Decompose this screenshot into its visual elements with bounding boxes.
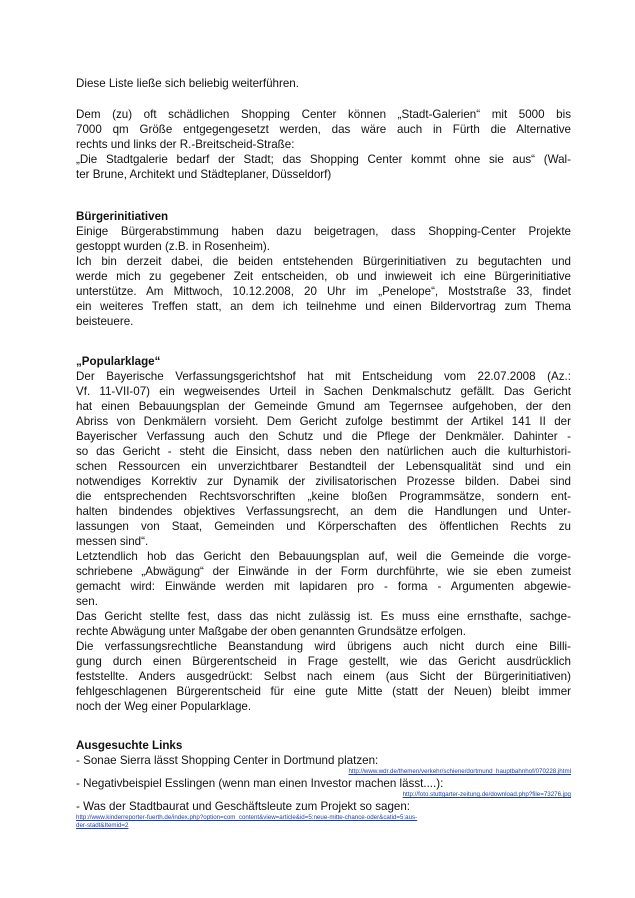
paragraph-line: 7000 qm Größe entgegengesetzt werden, das wäre auch in Fürth die Alternative: [76, 123, 571, 136]
paragraph-line: Der Bayerische Verfassungsgerichtshof hat mit Entscheidung vom 22.07.2008 (Az.:: [76, 370, 571, 383]
paragraph-line: die entsprechenden Rechtsvorschriften „keine bloßen Programmsätze, sondern ent-: [76, 490, 571, 503]
paragraph-line: hat einen Bebauungsplan der Gemeinde Gmund am Tegernsee aufgehoben, der den: [76, 400, 571, 413]
paragraph-line: Bayerischer Verfassung auch den Schutz und die Pflege der Denkmäler. Dahinter -: [76, 430, 571, 443]
link-description: - Sonae Sierra lässt Shopping Center in Dortmund platzen:: [76, 754, 379, 767]
link-description: - Was der Stadtbaurat und Geschäftsleute zum Projekt so sagen:: [76, 800, 411, 813]
buergerinitiativen-section: [76, 209, 571, 329]
paragraph-line: werde mich zu gegebener Zeit entscheiden, ob und inwieweit ich eine Bürgerinitiative: [76, 270, 571, 283]
galerie-paragraph: [76, 107, 571, 182]
paragraph-line: sen.: [76, 595, 98, 608]
section-heading: „Popularklage“: [76, 355, 161, 368]
paragraph-line: Dem (zu) oft schädlichen Shopping Center können „Stadt-Galerien“ mit 5000 bis: [76, 108, 571, 121]
link-description: - Negativbeispiel Esslingen (wenn man einen Investor machen lässt....):: [76, 777, 444, 790]
paragraph-line: noch der Weg einer Popularklage.: [76, 700, 252, 713]
paragraph-line: feststellte. Anders ausgedrückt: Selbst nach einem (aus Sicht der Bürgerinitiativen): [76, 670, 571, 683]
paragraph-line: schriebene „Abwägung“ der Einwände in der Form durchführte, wie sie eben zumeist: [76, 565, 571, 578]
paragraph-line: messen sind“.: [76, 535, 149, 548]
paragraph-line: gestoppt wurden (z.B. in Rosenheim).: [76, 240, 270, 253]
link-url-wdr[interactable]: http://www.wdr.de/themen/verkehr/schiene/dortmund_hauptbahnhof/070228.jhtml: [348, 768, 571, 775]
paragraph-line: ein weiteres Treffen statt, an dem ich teilnehme und einen Bildervortrag zum Thema: [76, 300, 571, 313]
quote-line: ter Brune, Architekt und Städteplaner, Düsseldorf): [76, 168, 332, 181]
paragraph-line: schen Ressourcen ein unverzichtbarer Bestandteil der Lebensqualität sind und ein: [76, 460, 571, 473]
paragraph-line: Das Gericht stellte fest, dass das nicht zulässig ist. Es muss eine ernsthafte, sachge-: [76, 610, 571, 623]
paragraph-line: gemacht wird: Einwände werden mit lapidaren pro - forma - Argumenten abgewie-: [76, 580, 571, 593]
paragraph-line: unterstütze. Am Mittwoch, 10.12.2008, 20 Uhr im „Penelope“, Moststraße 33, findet: [76, 285, 571, 298]
paragraph-line: so das Gericht - steht die Einsicht, dass neben den natürlichen auch die kulturhistori-: [76, 445, 571, 458]
paragraph-line: halten bindendes objektives Verfassungsrecht, an dem die Handlungen und Unter-: [76, 505, 571, 518]
intro-line: Diese Liste ließe sich beliebig weiterführen.: [76, 77, 299, 90]
link-url-stuttgarter-zeitung[interactable]: http://foto.stuttgarter-zeitung.de/download.php?file=73276.jpg: [402, 791, 571, 798]
links-section: [76, 738, 571, 830]
link-url-kinderreporter-cont[interactable]: der-stadt&Itemid=2: [76, 822, 129, 829]
paragraph-line: Vf. 11-VII-07) ein wegweisendes Urteil in Sachen Denkmalschutz gefällt. Das Gericht: [76, 385, 571, 398]
paragraph-line: Ich bin derzeit dabei, die beiden entstehenden Bürgerinitiativen zu begutachten und: [76, 255, 571, 268]
popularklage-section: [76, 354, 571, 714]
paragraph-line: Letztendlich hob das Gericht den Bebauungsplan auf, weil die Gemeinde die vorge-: [76, 550, 571, 563]
paragraph-line: fehlgeschlagenen Bürgerentscheid für eine gute Mitte (statt der Neuen) bleibt immer: [76, 685, 571, 698]
paragraph-line: notwendiges Korrektiv zur Dynamik der zivilisatorischen Prozesse bilden. Dabei sind: [76, 475, 571, 488]
paragraph-line: beisteuere.: [76, 315, 134, 328]
quote-line: „Die Stadtgalerie bedarf der Stadt; das Shopping Center kommt ohne sie aus“ (Wal-: [76, 153, 571, 166]
paragraph-line: Die verfassungsrechtliche Beanstandung wird übrigens auch nicht durch eine Billi-: [76, 640, 571, 653]
paragraph-line: Abriss von Denkmälern vorsieht. Dem Gericht zufolge bestimmt der Artikel 141 II der: [76, 415, 571, 428]
paragraph-line: rechts und links der R.-Breitscheid-Straße:: [76, 138, 295, 151]
section-heading: Ausgesuchte Links: [76, 739, 183, 752]
paragraph-line: Einige Bürgerabstimmung haben dazu beigetragen, dass Shopping-Center Projekte: [76, 225, 571, 238]
paragraph-line: lassungen von Staat, Gemeinden und Körperschaften des öffentlichen Rechts zu: [76, 520, 571, 533]
paragraph-line: gung durch einen Bürgerentscheid in Frage gestellt, wie das Gericht ausdrücklich: [76, 655, 571, 668]
link-url-kinderreporter[interactable]: http://www.kinderreporter-fuerth.de/index.php?option=com_content&view=article&id=5:neue-mitte-chance-oder&catid=5:aus-: [76, 814, 418, 821]
paragraph-line: rechte Abwägung unter Maßgabe der oben genannten Grundsätze erfolgen.: [76, 625, 466, 638]
section-heading: Bürgerinitiativen: [76, 210, 169, 223]
